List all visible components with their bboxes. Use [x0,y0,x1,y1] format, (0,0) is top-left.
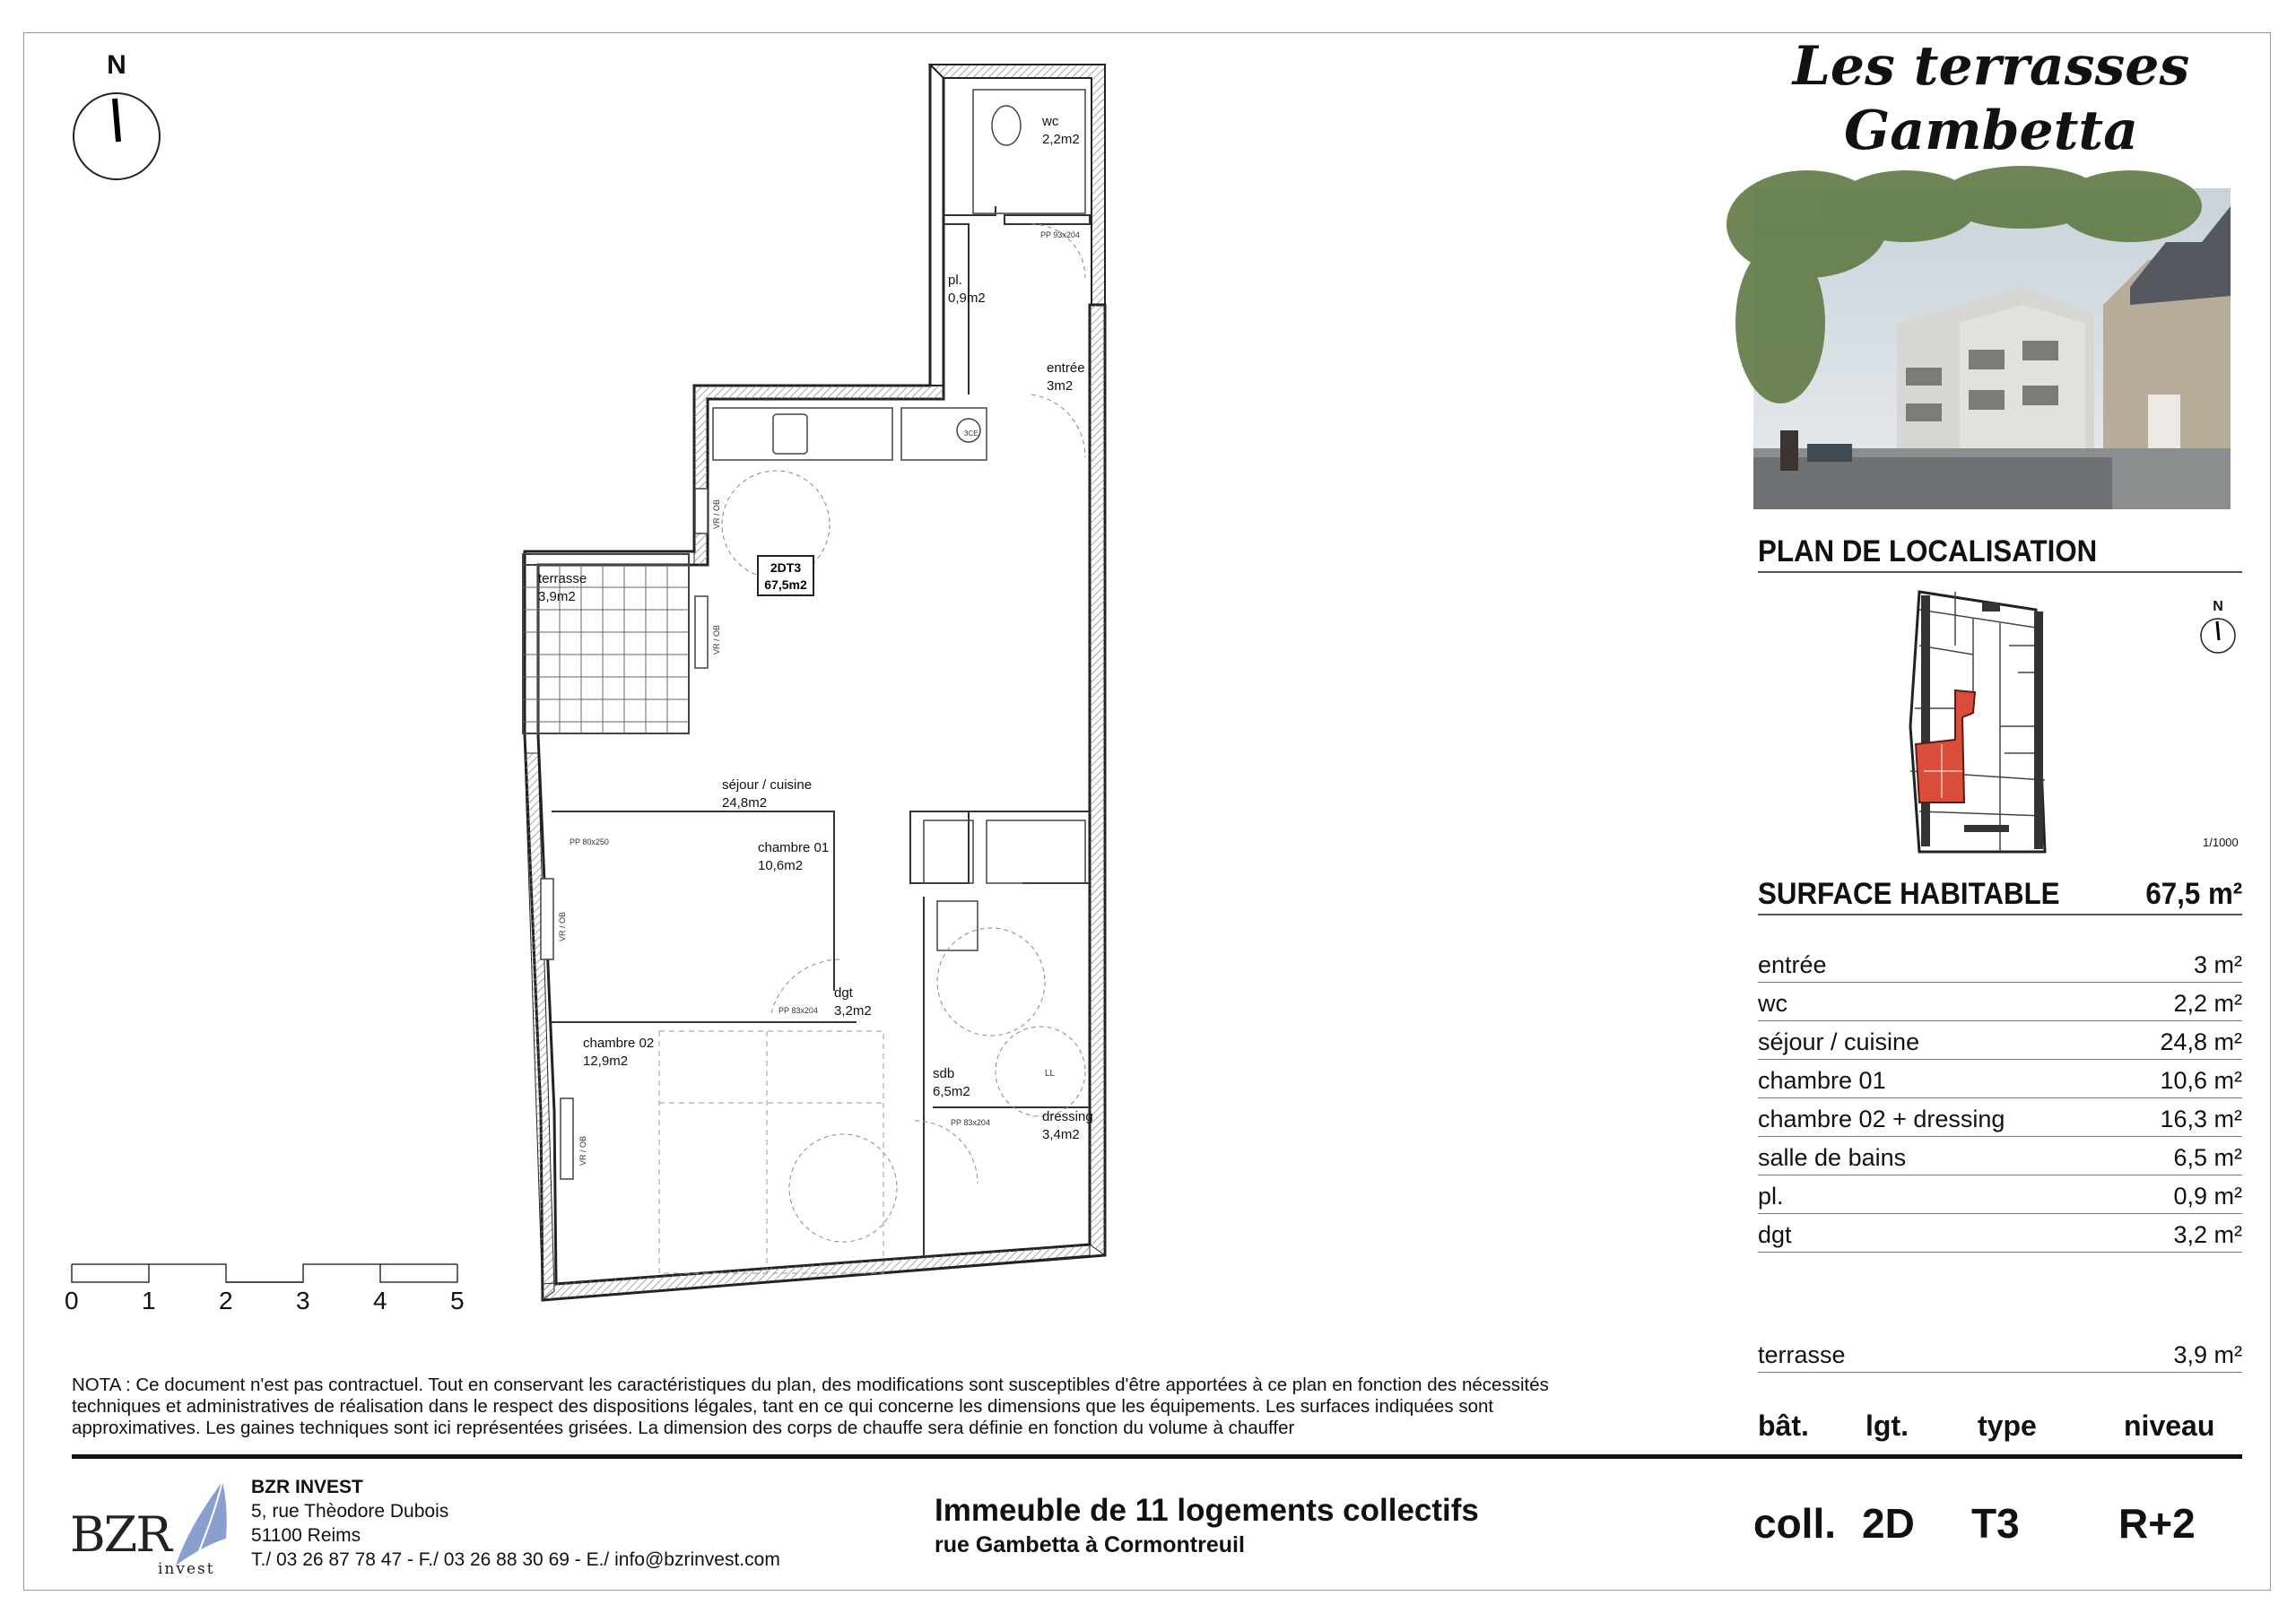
surface-row-value: 2,2 m² [2173,990,2242,1017]
surface-row-value: 10,6 m² [2160,1067,2242,1094]
surface-row-value: 3,2 m² [2173,1221,2242,1248]
location-map [1901,592,2045,856]
surface-row-label: salle de bains [1758,1144,1907,1171]
room-entree-name: entrée [1047,360,1085,376]
unit-area: 67,5m2 [764,577,807,592]
surface-row-label: entrée [1758,951,1827,978]
surface-row-pl [1758,1175,2242,1214]
surface-row-label: dgt [1758,1221,1792,1248]
door-label-wc: PP 93x204 [1040,230,1080,239]
surface-row-entree [1758,944,2242,983]
surface-row-terrasse [1758,1334,2242,1373]
surface-label: SURFACE HABITABLE [1758,877,2060,911]
company-info [251,1475,780,1572]
door-label-dressing: PP 83x204 [951,1118,990,1127]
window-label-4: VR / OB [578,1135,587,1166]
project-title-line2: Gambetta [1843,100,2139,162]
room-dressing-area: 3,4m2 [1042,1127,1080,1142]
room-pl-area: 0,9m2 [948,291,986,306]
location-compass-icon [2199,617,2237,655]
room-dressing-name: dressing [1042,1109,1093,1124]
type-header: type [1978,1409,2037,1442]
sail-icon [169,1479,231,1569]
room-wc-name: wc [1042,114,1059,129]
surface-row-value: 24,8 m² [2160,1028,2242,1055]
room-sdb-name: sdb [933,1066,955,1081]
room-dgt-area: 3,2m2 [834,1003,872,1019]
room-entree-area: 3m2 [1047,378,1074,394]
location-scale: 1/1000 [2203,836,2239,849]
door-label-dgt: PP 83x204 [778,1006,818,1015]
scale-tick-4: 4 [373,1287,387,1314]
room-terrasse-name: terrasse [538,571,587,586]
surface-row-label: chambre 02 + dressing [1758,1106,2005,1132]
room-sejour-name: séjour / cuisine [722,777,813,793]
kitchen-fixtures [713,90,1085,950]
building-description [935,1493,1479,1558]
surface-row-sejour [1758,1021,2242,1060]
building-rendering-image [1753,188,2231,509]
compass-icon [70,90,163,183]
disclaimer-note: NOTA : Ce document n'est pas contractuel. Tout en conservant les caractéristiques du plan, des modifications sont susceptibles d'être apportées à ce plan en fonction des nécessités techniques et administratives de réalisation dans le respect des dispositions légales, tant en ce qui concerne les dimensions que les équipements. Les surfaces indiquées sont approximatives. Les gaines techniques sont ici représentées grisées. La dimension des corps de chauffe sera définie en fonction du volume à chauffer [72,1375,1549,1438]
surface-row-value: 3 m² [2194,951,2242,978]
scale-tick-1: 1 [142,1287,156,1314]
surface-row-dgt [1758,1214,2242,1253]
surface-row-value: 0,9 m² [2173,1183,2242,1210]
surface-row-chambre02 [1758,1098,2242,1137]
scale-bar-graphic [63,1260,475,1287]
surface-row-wc [1758,983,2242,1021]
closet-door-label: PP 80x250 [570,837,609,846]
building-line2: rue Gambetta à Cormontreuil [935,1532,1245,1557]
bat-value: coll. [1753,1500,1837,1547]
room-chambre01-area: 10,6m2 [758,858,804,873]
room-chambre01-name: chambre 01 [758,840,830,855]
room-dgt-name: dgt [834,985,853,1001]
surface-row-label: terrasse [1758,1341,1846,1368]
surface-rule [1758,914,2242,915]
surface-value: 67,5 m² [2145,877,2242,911]
room-sdb-area: 6,5m2 [933,1084,970,1099]
surface-row-sdb [1758,1137,2242,1175]
niveau-header: niveau [2124,1409,2215,1442]
scale-tick-3: 3 [296,1287,310,1314]
location-north-label: N [2213,599,2223,614]
window-label-2: VR / OB [712,624,721,655]
lgt-header: lgt. [1866,1409,1909,1442]
surface-row-label: pl. [1758,1183,1784,1210]
scale-bar [63,1260,475,1314]
compass-north-label: N [107,50,126,80]
room-sejour-area: 24,8m2 [722,795,768,811]
room-chambre02-name: chambre 02 [583,1036,655,1051]
project-title-line1: Les terrasses [1792,35,2190,98]
surface-row-label: wc [1758,990,1787,1017]
fixture-ll: LL [1045,1069,1056,1079]
logo-text: BZR [70,1506,170,1563]
window-label-3: VR / OB [558,911,567,941]
location-heading-rule [1758,571,2242,573]
floor-plan [502,54,1130,1166]
surface-row-value: 6,5 m² [2173,1144,2242,1171]
type-value: T3 [1971,1500,2020,1547]
surface-row-value: 3,9 m² [2173,1341,2242,1368]
room-chambre02-area: 12,9m2 [583,1054,629,1069]
room-pl-name: pl. [948,273,962,288]
company-contact: T./ 03 26 87 78 47 - F./ 03 26 88 30 69 - E./ info@bzrinvest.com [251,1549,780,1570]
surface-row-value: 16,3 m² [2160,1106,2242,1132]
bat-header: bât. [1758,1409,1809,1442]
fixture-3ce: 3CE [964,429,978,438]
scale-tick-2: 2 [219,1287,233,1314]
logo-subtext: invest [158,1560,215,1578]
company-name: BZR INVEST [251,1477,363,1497]
compass [70,50,163,185]
company-address1: 5, rue Thèodore Dubois [251,1501,449,1522]
building-line1: Immeuble de 11 logements collectifs [935,1493,1479,1528]
scale-tick-5: 5 [450,1287,465,1314]
room-terrasse-area: 3,9m2 [538,589,576,604]
surface-row-chambre01 [1758,1060,2242,1098]
bzr-logo [70,1479,231,1578]
lgt-value: 2D [1862,1500,1915,1547]
company-address2: 51100 Reims [251,1525,361,1546]
window-label-1: VR / OB [712,499,721,529]
surface-row-label: chambre 01 [1758,1067,1886,1094]
footer-divider [72,1454,2242,1459]
niveau-value: R+2 [2118,1500,2196,1547]
room-wc-area: 2,2m2 [1042,132,1080,147]
unit-code: 2DT3 [770,560,802,575]
location-heading: PLAN DE LOCALISATION [1758,534,2098,568]
surface-row-label: séjour / cuisine [1758,1028,1920,1055]
scale-tick-0: 0 [65,1287,79,1314]
project-title [1740,34,2242,163]
